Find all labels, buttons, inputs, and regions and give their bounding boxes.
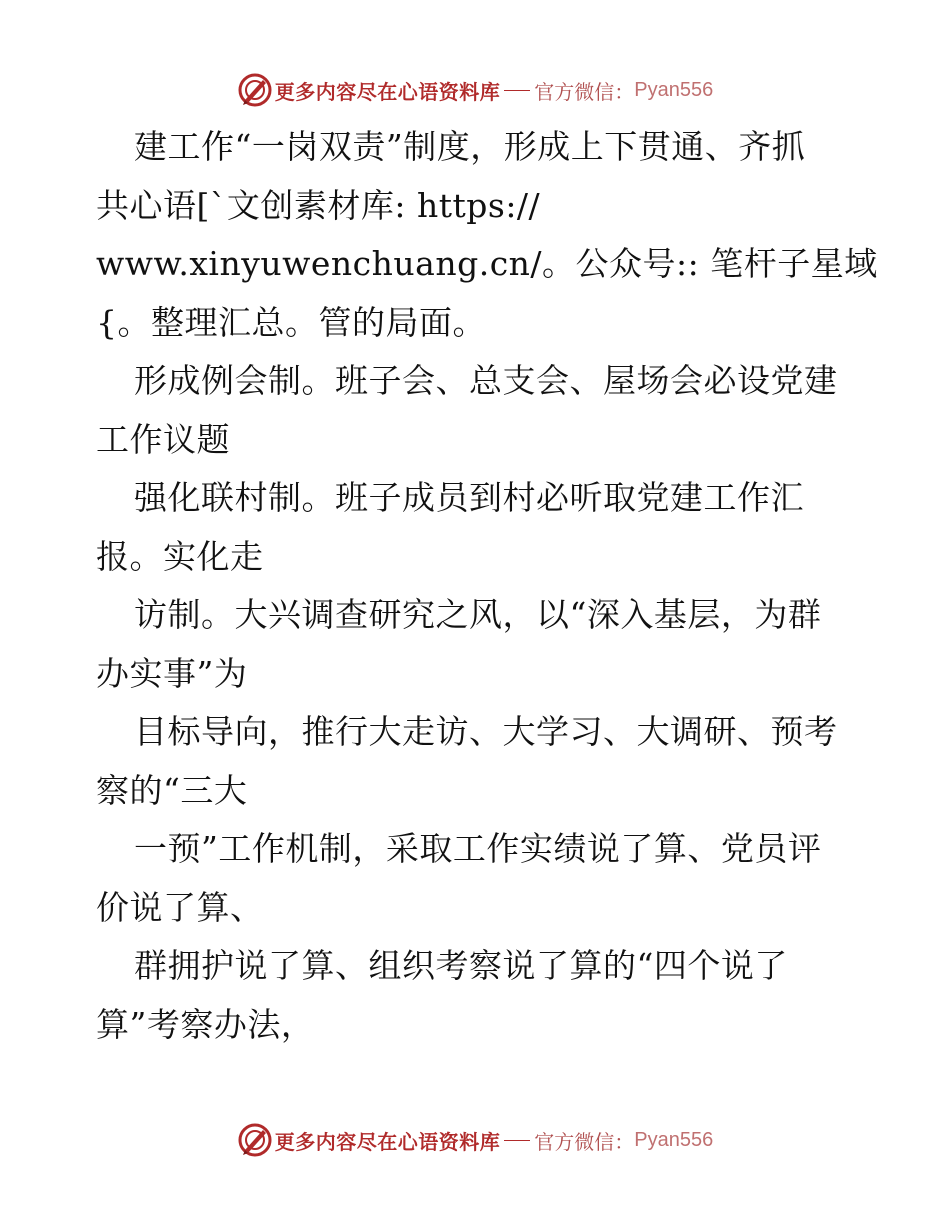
footer-banner bbox=[0, 1120, 950, 1160]
paragraph-line: 办实事”为 bbox=[96, 653, 248, 693]
footer-banner-text: 更多内容尽在心语资料库 bbox=[274, 1129, 501, 1154]
paragraph-line: 形成例会制。班子会、总支会、屋场会必设党建 bbox=[134, 361, 838, 400]
header-separator bbox=[504, 90, 530, 91]
pen-logo-icon bbox=[237, 1122, 273, 1158]
footer-separator bbox=[504, 1140, 530, 1141]
paragraph-line: 工作议题 bbox=[96, 419, 230, 459]
paragraph-line: 一预”工作机制，采取工作实绩说了算、党员评 bbox=[134, 829, 822, 868]
paragraph-line: 访制。大兴调查研究之风，以“深入基层，为群 bbox=[134, 595, 822, 634]
paragraph-line: 强化联村制。班子成员到村必听取党建工作汇 bbox=[134, 478, 804, 517]
footer-wechat-id: Pyan556 bbox=[634, 1128, 714, 1151]
header-wechat-id: Pyan556 bbox=[634, 78, 714, 101]
paragraph-line: 价说了算、 bbox=[96, 887, 264, 927]
footer-wechat-label: 官方微信： bbox=[534, 1129, 635, 1154]
paragraph-line: 建工作“一岗双责”制度，形成上下贯通、齐抓 bbox=[134, 127, 806, 166]
paragraph-line: 共心语[`文创素材库: https:// bbox=[96, 185, 541, 225]
header-wechat-label: 官方微信： bbox=[534, 79, 635, 104]
paragraph-line: www.xinyuwenchuang.cn/。公众号:: 笔杆子星域 bbox=[96, 244, 878, 283]
paragraph-line: 察的“三大 bbox=[96, 770, 248, 810]
header-banner bbox=[0, 70, 950, 110]
paragraph-line: 目标导向，推行大走访、大学习、大调研、预考 bbox=[134, 712, 838, 751]
header-banner-text: 更多内容尽在心语资料库 bbox=[274, 79, 501, 104]
document-body bbox=[96, 118, 878, 1054]
paragraph-line: {。整理汇总。管的局面。 bbox=[96, 302, 486, 342]
paragraph-line: 算”考察办法， bbox=[96, 1004, 315, 1044]
pen-logo-icon bbox=[237, 72, 273, 108]
paragraph-line: 报。实化走 bbox=[96, 536, 264, 576]
paragraph-line: 群拥护说了算、组织考察说了算的“四个说了 bbox=[134, 946, 788, 985]
